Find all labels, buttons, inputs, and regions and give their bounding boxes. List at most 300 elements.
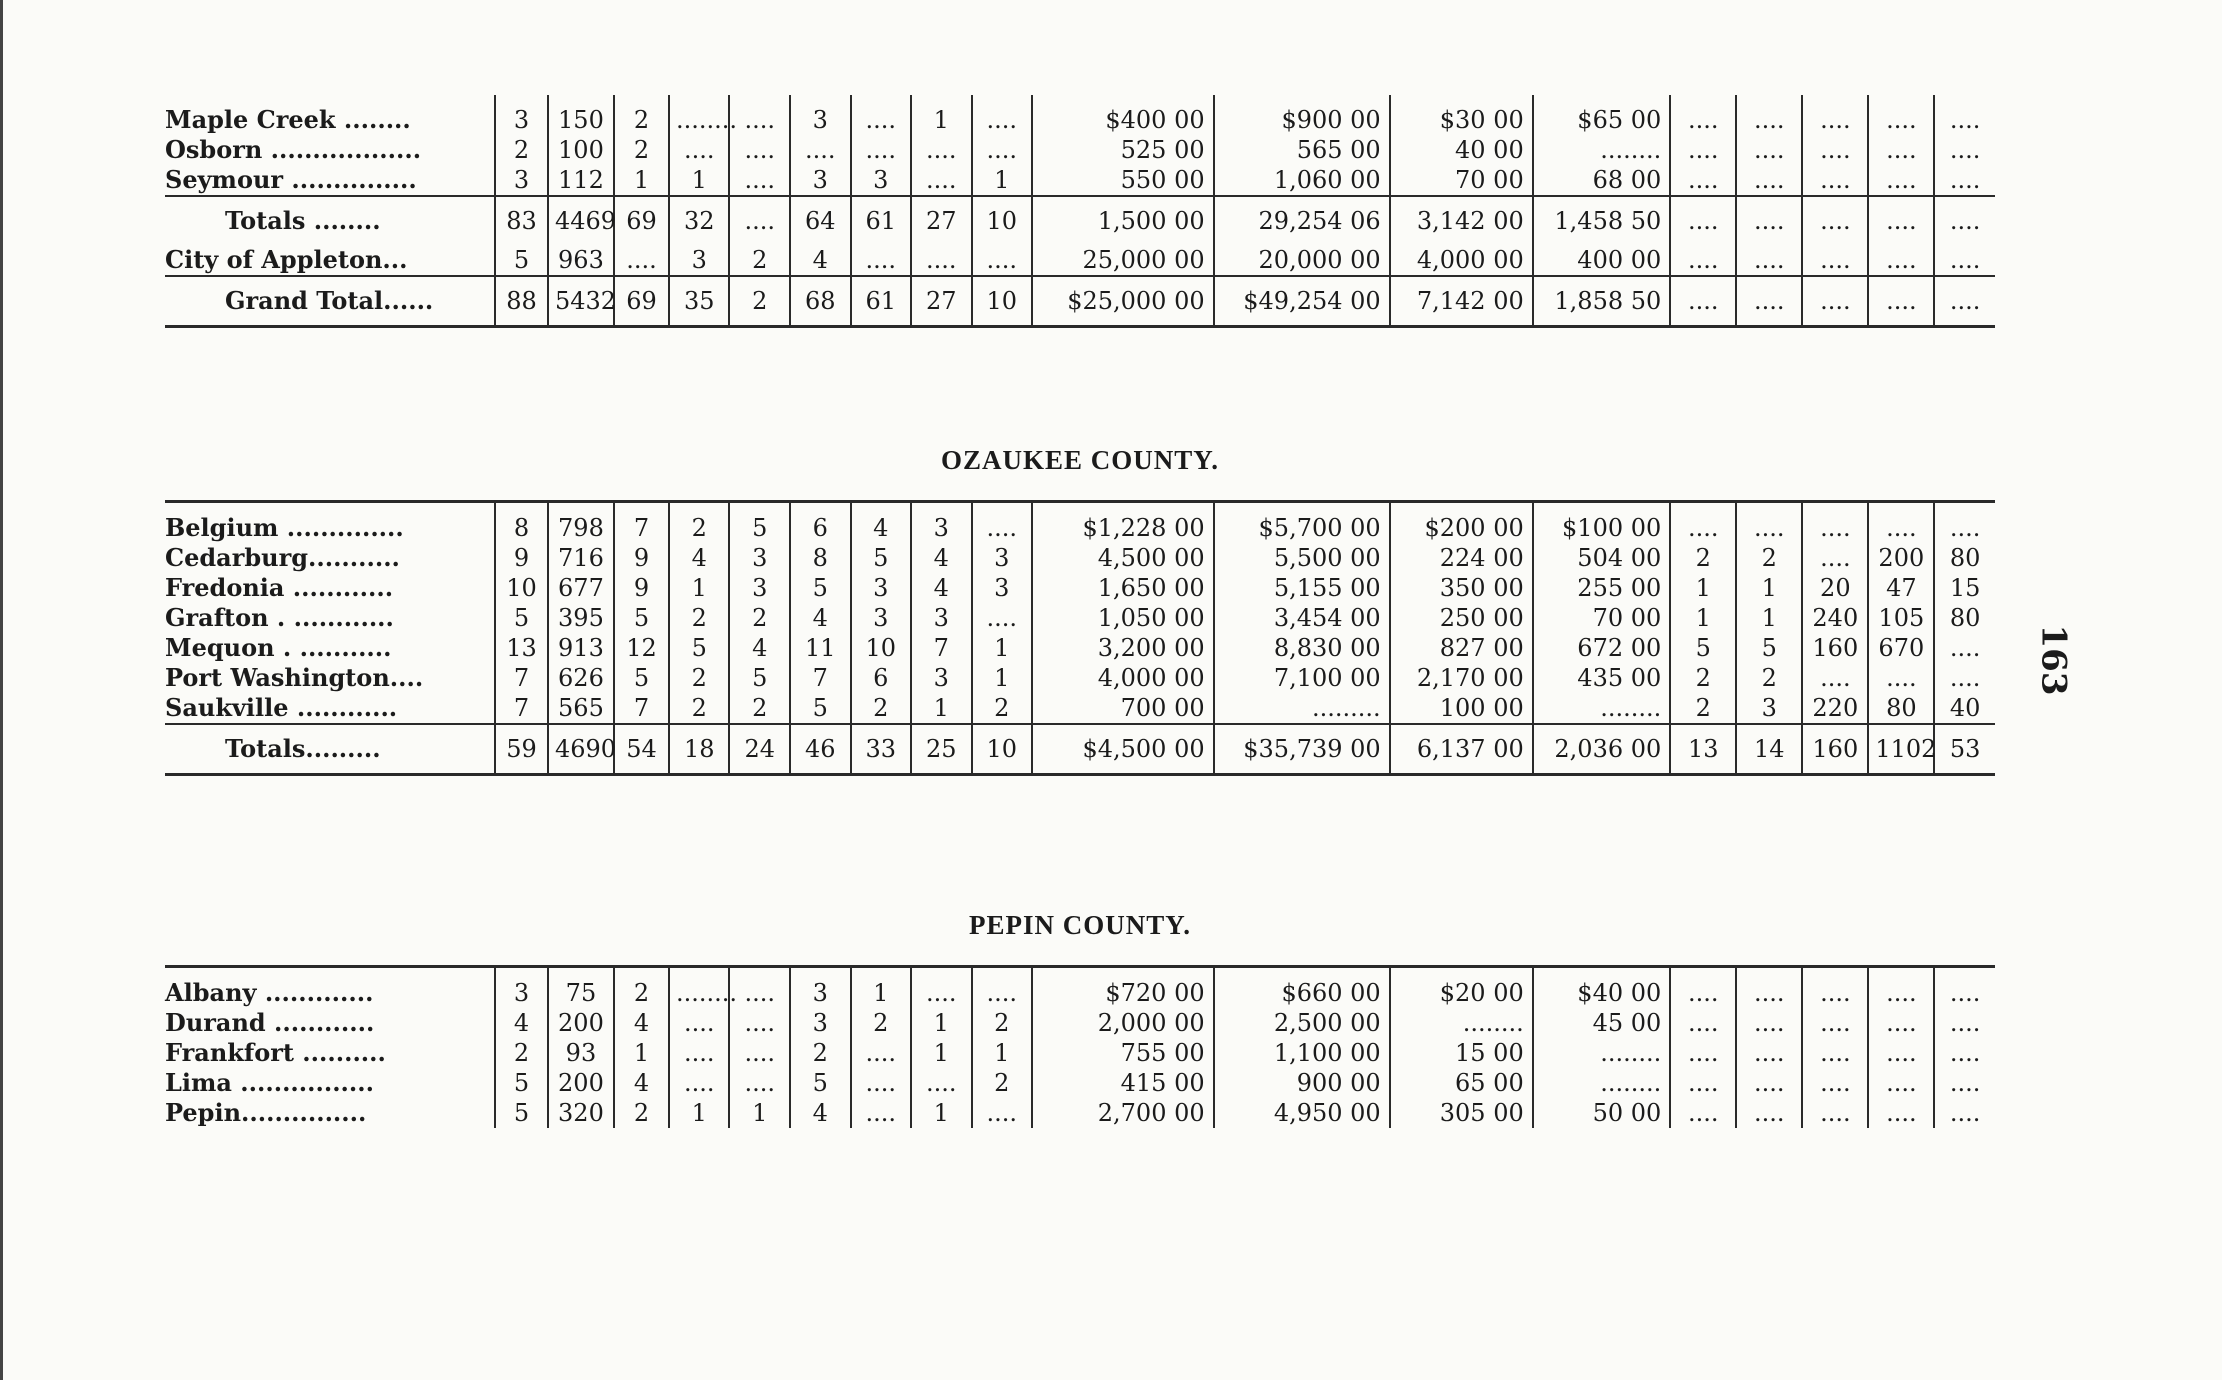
table-cell: ....	[1868, 663, 1934, 693]
table-cell: ....	[1934, 633, 1995, 663]
table-cell: 2	[729, 276, 790, 327]
table-cell: ....	[1934, 1098, 1995, 1128]
table-cell: 2	[1736, 543, 1802, 573]
table-cell: 200	[548, 1068, 614, 1098]
table-cell: 224 00	[1390, 543, 1533, 573]
table-cell: 53	[1934, 724, 1995, 775]
table-cell: .........	[1214, 693, 1390, 724]
table-cell: ....	[1934, 502, 1995, 544]
table-cell: 2	[495, 1038, 548, 1068]
table-cell: 3	[911, 663, 972, 693]
table-cell: 3	[729, 573, 790, 603]
row-label: Fredonia ............	[165, 573, 394, 602]
table-cell: 565	[548, 693, 614, 724]
row-label: Belgium ..............	[165, 513, 404, 542]
table-cell: ....	[729, 1008, 790, 1038]
table-cell: 68	[790, 276, 851, 327]
table-cell: 160	[1802, 633, 1868, 663]
table-cell: ....	[1736, 1038, 1802, 1068]
table-cell: 1	[851, 967, 912, 1009]
table-cell: 350 00	[1390, 573, 1533, 603]
table-cell: 5432	[548, 276, 614, 327]
table-row	[165, 573, 1995, 603]
table-cell: 8,830 00	[1214, 633, 1390, 663]
table-cell: 100	[548, 135, 614, 165]
table-cell: 9	[614, 573, 669, 603]
table-cell: ....	[972, 95, 1033, 135]
table-cell: 240	[1802, 603, 1868, 633]
table-cell: ....	[972, 135, 1033, 165]
table-cell: 5	[790, 1068, 851, 1098]
statistics-table	[165, 965, 1995, 1128]
table-cell: ....	[1802, 1038, 1868, 1068]
table-cell: 626	[548, 663, 614, 693]
table-cell: 7	[495, 693, 548, 724]
table-cell: 2	[614, 1098, 669, 1128]
table-cell: 1	[972, 1038, 1033, 1068]
table-cell: 6	[790, 502, 851, 544]
table-cell: $49,254 00	[1214, 276, 1390, 327]
table-cell: 13	[1670, 724, 1736, 775]
table-cell: ....	[1868, 276, 1934, 327]
table-cell: 54	[614, 724, 669, 775]
table-cell: 5,500 00	[1214, 543, 1390, 573]
statistics-table	[165, 500, 1995, 776]
table-cell: 2	[1670, 663, 1736, 693]
table-cell: 1,060 00	[1214, 165, 1390, 196]
table-cell: 415 00	[1032, 1068, 1214, 1098]
table-cell: ....	[1934, 276, 1995, 327]
table-cell: ....	[1736, 95, 1802, 135]
table-cell: 9	[495, 543, 548, 573]
table-cell: 69	[614, 276, 669, 327]
table-cell: 3	[972, 573, 1033, 603]
table-row	[165, 663, 1995, 693]
table-cell: ....	[1868, 135, 1934, 165]
table-row	[165, 693, 1995, 724]
table-cell: ....	[1934, 95, 1995, 135]
row-label: Osborn ..................	[165, 135, 422, 164]
table-cell: ....	[1670, 95, 1736, 135]
table-cell: $200 00	[1390, 502, 1533, 544]
table-cell: $100 00	[1533, 502, 1671, 544]
table-cell: 1	[911, 693, 972, 724]
table-cell: 4,950 00	[1214, 1098, 1390, 1128]
row-label: Frankfort ..........	[165, 1038, 386, 1067]
table-cell: 1	[972, 633, 1033, 663]
table-cell: 913	[548, 633, 614, 663]
table-cell: $40 00	[1533, 967, 1671, 1009]
table-cell: ....	[1670, 1038, 1736, 1068]
table-cell: ....	[1670, 1008, 1736, 1038]
table-cell: ....	[1736, 276, 1802, 327]
table-row	[165, 95, 1995, 135]
table-cell: ....	[1868, 967, 1934, 1009]
table-row	[165, 603, 1995, 633]
table-cell: 2	[1670, 693, 1736, 724]
table-cell: ....	[1736, 1068, 1802, 1098]
table-cell: 1	[1736, 573, 1802, 603]
row-label: Mequon . ...........	[165, 633, 392, 662]
table-cell: ....	[1934, 1068, 1995, 1098]
table-cell: 1,458 50	[1533, 196, 1671, 245]
table-cell: 1,650 00	[1032, 573, 1214, 603]
table-cell: 3,454 00	[1214, 603, 1390, 633]
table-cell: 672 00	[1533, 633, 1671, 663]
table-cell: 25	[911, 724, 972, 775]
table-cell: 1	[911, 1038, 972, 1068]
table-cell: 4	[911, 573, 972, 603]
table-cell: 3	[729, 543, 790, 573]
table-cell: 5	[614, 663, 669, 693]
table-row	[165, 1008, 1995, 1038]
table-cell: ....	[1934, 1008, 1995, 1038]
table-cell: 3	[851, 573, 912, 603]
table-cell: 61	[851, 276, 912, 327]
table-cell: 3	[851, 603, 912, 633]
table-cell: 755 00	[1032, 1038, 1214, 1068]
table-cell: 70 00	[1390, 165, 1533, 196]
table-cell: 33	[851, 724, 912, 775]
table-cell: ....	[1934, 196, 1995, 245]
table-cell: ....	[1670, 245, 1736, 276]
table-cell: ....	[1802, 135, 1868, 165]
table-row	[165, 1098, 1995, 1128]
table-cell: 5	[729, 502, 790, 544]
table-cell: 2	[790, 1038, 851, 1068]
table-cell: 1	[729, 1098, 790, 1128]
table-cell: ....	[1868, 1068, 1934, 1098]
table-cell: 550 00	[1032, 165, 1214, 196]
table-cell: ........	[1390, 1008, 1533, 1038]
table-cell: ........	[1533, 693, 1671, 724]
table-cell: 3	[790, 1008, 851, 1038]
table-cell: 59	[495, 724, 548, 775]
table-cell: ........	[669, 95, 730, 135]
table-cell: 827 00	[1390, 633, 1533, 663]
table-cell: 4,000 00	[1390, 245, 1533, 276]
table-cell: 2	[669, 502, 730, 544]
table-cell: 8	[790, 543, 851, 573]
table-cell: 2	[614, 135, 669, 165]
table-cell: ....	[669, 135, 730, 165]
table-cell: 3	[790, 967, 851, 1009]
table-cell: 1	[972, 663, 1033, 693]
table-cell: 15 00	[1390, 1038, 1533, 1068]
table-cell: 4	[790, 245, 851, 276]
table-cell: 5	[1670, 633, 1736, 663]
table-cell: 10	[495, 573, 548, 603]
table-cell: ....	[1670, 196, 1736, 245]
table-cell: ....	[1868, 1008, 1934, 1038]
row-label: City of Appleton...	[165, 245, 408, 274]
table-cell: ....	[972, 967, 1033, 1009]
table-row	[165, 967, 1995, 1009]
table-cell: 798	[548, 502, 614, 544]
table-cell: 5	[851, 543, 912, 573]
table-cell: 2	[614, 95, 669, 135]
table-cell: 2,036 00	[1533, 724, 1671, 775]
table-cell: 4,000 00	[1032, 663, 1214, 693]
table-cell: 1	[669, 165, 730, 196]
table-cell: ........	[1533, 1038, 1671, 1068]
table-cell: ....	[614, 245, 669, 276]
table-cell: 5,155 00	[1214, 573, 1390, 603]
table-cell: 80	[1934, 603, 1995, 633]
row-label: Durand ............	[165, 1008, 375, 1037]
table-cell: $65 00	[1533, 95, 1671, 135]
table-cell: ....	[1868, 95, 1934, 135]
table-cell: ....	[669, 1038, 730, 1068]
table-cell: ....	[1736, 1008, 1802, 1038]
table-cell: ....	[1934, 1038, 1995, 1068]
table-cell: 1	[614, 165, 669, 196]
table-cell: 2	[669, 603, 730, 633]
table-cell: 963	[548, 245, 614, 276]
table-cell: $5,700 00	[1214, 502, 1390, 544]
page-number: 163	[2033, 624, 2074, 696]
table-cell: 2	[1670, 543, 1736, 573]
table-cell: $20 00	[1390, 967, 1533, 1009]
table-cell: 11	[790, 633, 851, 663]
table-cell: 4	[911, 543, 972, 573]
table-cell: 3	[669, 245, 730, 276]
table-cell: 5	[495, 1098, 548, 1128]
table-cell: ....	[1868, 165, 1934, 196]
table-cell: ....	[1670, 276, 1736, 327]
table-cell: 7	[495, 663, 548, 693]
table-cell: ....	[851, 245, 912, 276]
table-cell: 2,000 00	[1032, 1008, 1214, 1038]
table-cell: 1	[911, 1098, 972, 1128]
table-cell: ....	[1934, 245, 1995, 276]
table-cell: 670	[1868, 633, 1934, 663]
statistics-table	[165, 95, 1995, 328]
table-cell: 1	[614, 1038, 669, 1068]
table-cell: $900 00	[1214, 95, 1390, 135]
table-row	[165, 1038, 1995, 1068]
table-cell: 25,000 00	[1032, 245, 1214, 276]
table-row	[165, 135, 1995, 165]
table-cell: 3	[790, 95, 851, 135]
table-cell: 504 00	[1533, 543, 1671, 573]
table-cell: ....	[1868, 1098, 1934, 1128]
table-cell: 2	[972, 1008, 1033, 1038]
table-cell: 80	[1868, 693, 1934, 724]
table-cell: 250 00	[1390, 603, 1533, 633]
table-cell: ....	[851, 1038, 912, 1068]
table-cell: 5	[614, 603, 669, 633]
table-cell: 2	[495, 135, 548, 165]
table-cell: 83	[495, 196, 548, 245]
table-cell: 4469	[548, 196, 614, 245]
row-label: Port Washington....	[165, 663, 424, 692]
row-label: Maple Creek ........	[165, 105, 411, 134]
table-cell: $720 00	[1032, 967, 1214, 1009]
table-cell: 112	[548, 165, 614, 196]
table-cell: ....	[972, 502, 1033, 544]
table-cell: 40 00	[1390, 135, 1533, 165]
table-row	[165, 245, 1995, 276]
row-label: Saukville ............	[165, 693, 398, 722]
table-cell: 3	[495, 95, 548, 135]
table-cell: 6,137 00	[1390, 724, 1533, 775]
table-cell: 10	[972, 276, 1033, 327]
table-cell: 46	[790, 724, 851, 775]
table-cell: ....	[1802, 196, 1868, 245]
table-cell: 35	[669, 276, 730, 327]
table-cell: 105	[1868, 603, 1934, 633]
table-cell: 200	[548, 1008, 614, 1038]
table-cell: ....	[1934, 663, 1995, 693]
row-label: Totals ........	[165, 196, 495, 245]
table-cell: 20,000 00	[1214, 245, 1390, 276]
table-cell: 1	[972, 165, 1033, 196]
table-row	[165, 502, 1995, 544]
table-cell: 50 00	[1533, 1098, 1671, 1128]
table-cell: ....	[1802, 1068, 1868, 1098]
row-label: Cedarburg...........	[165, 543, 400, 572]
table-cell: ....	[911, 967, 972, 1009]
table-cell: ....	[1736, 196, 1802, 245]
table-cell: ....	[1802, 276, 1868, 327]
table-cell: $660 00	[1214, 967, 1390, 1009]
table-cell: 24	[729, 724, 790, 775]
table-row	[165, 165, 1995, 196]
table-cell: 3	[911, 502, 972, 544]
table-cell: ....	[1802, 95, 1868, 135]
table-cell: 700 00	[1032, 693, 1214, 724]
table-cell: 10	[851, 633, 912, 663]
table-cell: 2	[729, 603, 790, 633]
table-cell: 61	[851, 196, 912, 245]
table-cell: 1	[1736, 603, 1802, 633]
table-cell: 12	[614, 633, 669, 663]
table-cell: 3	[911, 603, 972, 633]
table-cell: 29,254 06	[1214, 196, 1390, 245]
row-label: Totals.........	[165, 724, 495, 775]
table-cell: 93	[548, 1038, 614, 1068]
table-cell: 5	[495, 1068, 548, 1098]
table-cell: ....	[729, 1068, 790, 1098]
table-cell: 9	[614, 543, 669, 573]
table-cell: 40	[1934, 693, 1995, 724]
table-cell: ....	[1736, 135, 1802, 165]
table-cell: 1	[911, 95, 972, 135]
table-cell: 5	[495, 603, 548, 633]
table-cell: ....	[1802, 967, 1868, 1009]
table-cell: ....	[911, 245, 972, 276]
table-cell: 1102	[1868, 724, 1934, 775]
table-cell: 4	[729, 633, 790, 663]
table-cell: ....	[911, 135, 972, 165]
table-cell: 2,170 00	[1390, 663, 1533, 693]
table-cell: ....	[729, 135, 790, 165]
table-cell: 320	[548, 1098, 614, 1128]
table-cell: ....	[972, 245, 1033, 276]
table-cell: ....	[1802, 502, 1868, 544]
table-cell: 4,500 00	[1032, 543, 1214, 573]
table-cell: ....	[1736, 165, 1802, 196]
table-cell: 5	[729, 663, 790, 693]
table-cell: 7,142 00	[1390, 276, 1533, 327]
table-cell: 3	[495, 165, 548, 196]
table-cell: 5	[1736, 633, 1802, 663]
table-cell: 1,100 00	[1214, 1038, 1390, 1068]
table-cell: ....	[1670, 135, 1736, 165]
table-cell: 4	[790, 1098, 851, 1128]
table-cell: 70 00	[1533, 603, 1671, 633]
totals-row	[165, 724, 1995, 775]
table-cell: 2	[851, 693, 912, 724]
table-cell: 1	[669, 573, 730, 603]
table-cell: ....	[972, 603, 1033, 633]
table-cell: 45 00	[1533, 1008, 1671, 1038]
table-cell: 4	[614, 1008, 669, 1038]
table-cell: ....	[1670, 165, 1736, 196]
table-cell: 255 00	[1533, 573, 1671, 603]
table-cell: ....	[1868, 502, 1934, 544]
table-row	[165, 543, 1995, 573]
row-label: Lima ................	[165, 1068, 374, 1097]
table-cell: 2	[729, 693, 790, 724]
table-cell: 5	[669, 633, 730, 663]
table-cell: ....	[729, 95, 790, 135]
table-cell: 3,200 00	[1032, 633, 1214, 663]
table-cell: ....	[1670, 967, 1736, 1009]
table-cell: 32	[669, 196, 730, 245]
table-cell: 2	[614, 967, 669, 1009]
table-cell: ....	[1802, 663, 1868, 693]
table-cell: 8	[495, 502, 548, 544]
table-cell: 525 00	[1032, 135, 1214, 165]
table-cell: ....	[911, 1068, 972, 1098]
totals-row	[165, 196, 1995, 245]
table-cell: ....	[729, 967, 790, 1009]
table-cell: 7	[911, 633, 972, 663]
table-cell: 716	[548, 543, 614, 573]
table-cell: ....	[1868, 1038, 1934, 1068]
table-cell: 4	[669, 543, 730, 573]
table-cell: 900 00	[1214, 1068, 1390, 1098]
table-cell: 395	[548, 603, 614, 633]
table-cell: 4	[614, 1068, 669, 1098]
table-cell: 305 00	[1390, 1098, 1533, 1128]
table-cell: ....	[1802, 1008, 1868, 1038]
table-cell: 6	[851, 663, 912, 693]
table-cell: 7	[790, 663, 851, 693]
table-cell: ....	[851, 1068, 912, 1098]
table-cell: 1	[669, 1098, 730, 1128]
table-cell: 1	[911, 1008, 972, 1038]
table-cell: $1,228 00	[1032, 502, 1214, 544]
table-cell: 27	[911, 276, 972, 327]
table-cell: ....	[1736, 1098, 1802, 1128]
table-cell: ....	[1736, 502, 1802, 544]
table-cell: $4,500 00	[1032, 724, 1214, 775]
table-cell: 100 00	[1390, 693, 1533, 724]
table-cell: 14	[1736, 724, 1802, 775]
page-edge	[0, 0, 3, 1380]
table-cell: 3,142 00	[1390, 196, 1533, 245]
table-cell: 2	[972, 693, 1033, 724]
table-cell: 1,858 50	[1533, 276, 1671, 327]
table-cell: 2	[1736, 663, 1802, 693]
table-cell: ....	[1802, 1098, 1868, 1128]
table-cell: ....	[669, 1008, 730, 1038]
table-cell: ........	[1533, 135, 1671, 165]
table-row	[165, 1068, 1995, 1098]
